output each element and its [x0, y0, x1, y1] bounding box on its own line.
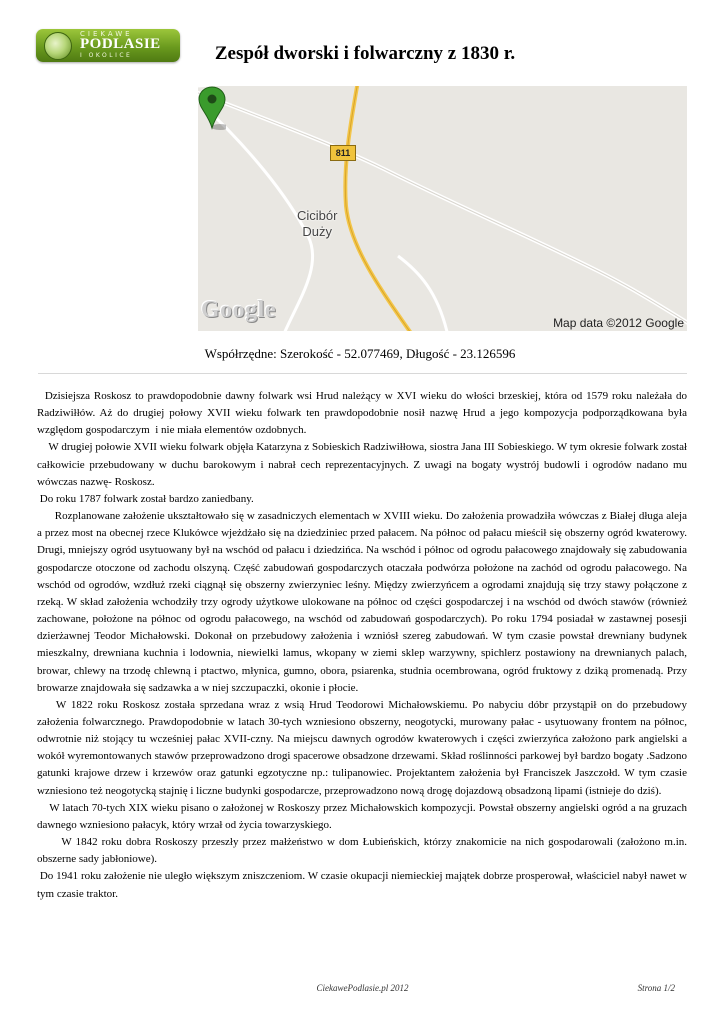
logo-emblem-icon	[44, 32, 72, 60]
site-logo[interactable]	[36, 29, 180, 62]
logo-bottom-text: I OKOLICE	[80, 52, 133, 59]
paragraph: Do roku 1787 folwark został bardzo zaniedbany.	[37, 492, 254, 505]
paragraph: W 1822 roku Roskosz została sprzedana wraz z wsią Hrud Teodorowi Michałowskiemu. Po nabyciu dóbr przystąpił on do przebudowy założenia folwarcznego. Prawdopodobnie w latach 30-tych wzniesiono obszerny, neogotycki, murowany pałac - usytuowany frontem na północ, odwrotnie niż stojący tu wcześniej pałac XVII-czny. Na miejscu dawnych ogrodów kwaterowych i części zwierzyńca założono park angielski a wokół wyremontowanych stawów przeprowadzono drogi spacerowe obsadzone drzewami. Skład roślinności parkowej był bardzo bogaty .Sadzono gatunki krajowe drzew i krzewów oraz gatunki egzotyczne np.: tulipanowiec. Projektantem założenia był Franciszek Jaszczołd. W tym czasie wzniesiono też neogotycką stajnię i liczne budynki gospodarcze, przeprowadzono nową drogę dojazdową obsadzoną lipami (istnieje do dziś).	[37, 698, 690, 797]
paragraph: W drugiej połowie XVII wieku folwark objęła Katarzyna z Sobieskich Radziwiłłowa, siostra Jana III Sobieskiego. W tym okresie folwark został całkowicie przebudowany w duchu barokowym i nabrał cech reprezentacyjnych. Z uwagi na bogaty wystrój budowli i ogrodów nadano mu wówczas nazwę- Roskosz.	[37, 441, 690, 488]
paragraph: Rozplanowane założenie ukształtowało się w zasadniczych elementach w XVIII wieku. Do założenia prowadziła wówczas z Białej długa aleja a przez most na obecnej rzece Klukówce wjeżdżało się na dziedziniec przed pałacem. Na północ od pałacu mieścił się obszerny ogród kwaterowy. Drugi, mniejszy ogród usytuowany był na wschód od pałacu i dziedzińca. Na wschód i północ od ogrodu pałacowego znajdowały się zabudowania gospodarcze otoczone od zachodu olszyną. Część zabudowań gospodarczych otaczała podwórza położone na zachód od ogrodu pałacowego. Na wschód od ogrodów, wzdłuż rzeki ciągnął się obszerny zwierzyniec leśny. Między zwierzyńcem a ogrodami znajdują się trzy stawy połączone z rzeką. W skład założenia wchodziły trzy ogrody użytkowe ulokowane na północ od części gospodarczej i na wschód od dwóch stawów (również zachowane, położone na północ od ogrodu pałacowego, na wschód od zabudowań gospodarczych). Po roku 1794 posiadał w zastawnej posesji dzierżawnej Teodor Michałowski. Dokonał on przebudowy założenia i wzniósł szereg zabudowań. W tym czasie powstał drewniany budynek mieszkalny, drewniana kuchnia i lodownia, niewielki lamus, wkopany w ziemi sklep warzywny, spichlerz postawiony na drewnianych palach, browar, chlewy na trzodę chlewną i ptactwo, młynica, gumno, obora, psiarenka, studnia ocembrowana, ogród fruktowy z dziką promenadą. Przy browarze znajdowała się sadzawka a w niej szczupaczki, okonie i płocie.	[37, 510, 690, 694]
town-label-line2: Duży	[302, 224, 333, 239]
paragraph: Do 1941 roku założenie nie uległo większym zniszczeniom. W czasie okupacji niemieckiej majątek dobrze prosperował, właściciel nabył nawet w tym czasie traktor.	[37, 870, 690, 900]
town-label	[297, 208, 337, 240]
google-logo: Google	[201, 297, 276, 323]
logo-top-text: CIEKAWE	[80, 30, 133, 38]
page-title: Zespół dworski i folwarczny z 1830 r.	[214, 43, 516, 64]
footer-page-number: Strona 1/2	[637, 983, 675, 993]
logo-main-text: PODLASIE	[80, 36, 161, 52]
map-marker-icon[interactable]	[198, 86, 226, 132]
divider	[38, 373, 687, 374]
location-map[interactable]	[198, 86, 687, 331]
article-body	[37, 388, 690, 903]
paragraph: W latach 70-tych XIX wieku pisano o założonej w Roskoszy przez Michałowskich kompozycji. Powstał obszerny angielski ogród a na gruzach dawnego wzniesiono pałacyk, który wrzał od życia towarzyskiego.	[37, 801, 690, 831]
map-attribution: Map data ©2012 Google	[553, 316, 684, 330]
footer-site: CiekawePodlasie.pl 2012	[316, 983, 409, 993]
town-label-line1: Cicibór	[297, 208, 338, 223]
map-roads	[198, 86, 687, 331]
road-number-badge: 811	[330, 145, 356, 161]
paragraph: W 1842 roku dobra Roskoszy przeszły przez małżeństwo w dom Łubieńskich, którzy znakomicie na nich gospodarowali (założono m.in. obszerne sady jabłoniowe).	[37, 836, 690, 866]
paragraph: Dzisiejsza Roskosz to prawdopodobnie dawny folwark wsi Hrud należący w XVI wieku do włości brzeskiej, która od 1579 roku należała do Radziwiłłów. Aż do drugiej połowy XVII wieku folwark ten prawdopodobnie nosił nazwę Hrud a jego kompozycja podporządkowana była względom gospodarczym i nie miała elementów ozdobnych.	[37, 390, 690, 437]
coordinates-line: Współrzędne: Szerokość - 52.077469, Długość - 23.126596	[204, 346, 516, 361]
